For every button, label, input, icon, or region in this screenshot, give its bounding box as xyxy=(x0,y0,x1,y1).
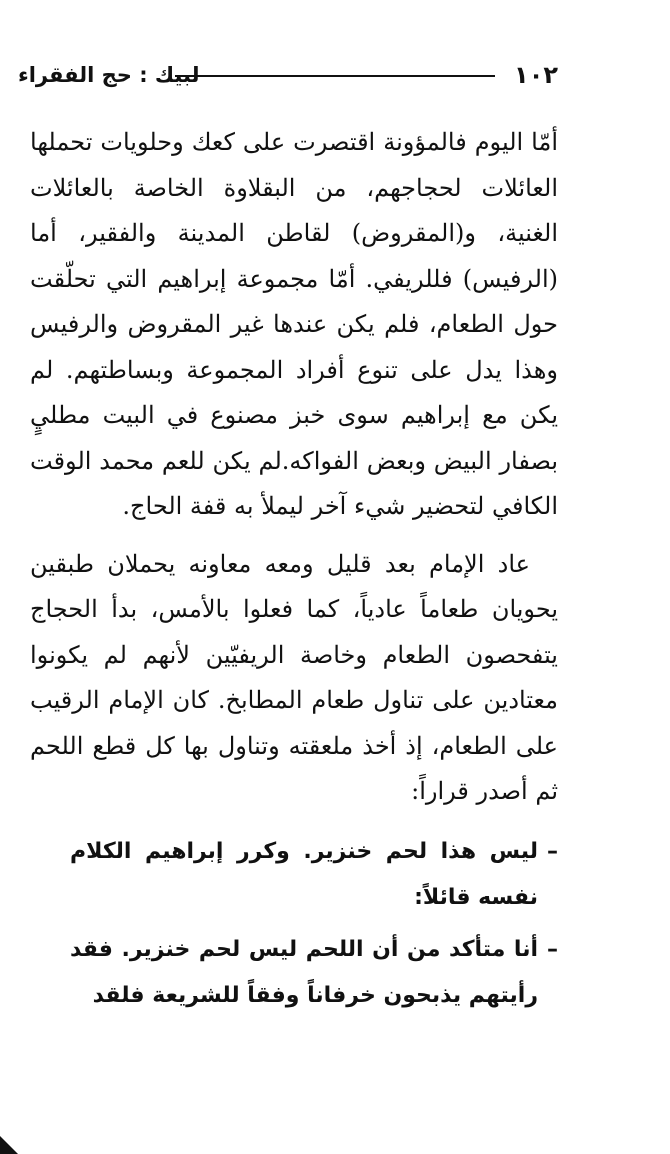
dialogue-dash: – xyxy=(547,838,558,864)
page-number: ١٠٢ xyxy=(514,61,558,89)
dialogue-line xyxy=(70,829,558,921)
dialogue-dash: – xyxy=(547,936,558,962)
dialogue-text: ليس هذا لحم خنزير. وكرر إبراهيم الكلام نفسه قائلاً: xyxy=(70,838,538,910)
dialogue-list xyxy=(30,829,558,1019)
running-title: لبيك : حج الفقراء xyxy=(18,63,200,87)
header-rule xyxy=(175,75,495,77)
paragraph: أمّا اليوم فالمؤونة اقتصرت على كعك وحلويات تحملها العائلات لحجاجهم، من البقلاوة الخاصة بالعائلات الغنية، و(المقروض) لقاطن المدينة والفقير، أما (الرفيس) فللريفي. أمّا مجموعة إبراهيم التي تحلّقت حول الطعام، فلم يكن عندها غير المقروض والرفيس وهذا يدل على تنوع أفراد المجموعة وبساطتهم. لم يكن مع إبراهيم سوى خبز مصنوع في البيت مطليٍ بصفار البيض وبعض الفواكه.لم يكن للعم محمد الوقت الكافي لتحضير شيء آخر ليملأ به قفة الحاج. xyxy=(30,128,558,520)
corner-mark xyxy=(0,1136,18,1154)
dialogue-line xyxy=(70,927,558,1019)
paragraph: عاد الإمام بعد قليل ومعه معاونه يحملان طبقين يحويان طعاماً عادياً، كما فعلوا بالأمس، بدأ الحجاج يتفحصون الطعام وخاصة الريفيّين لأنهم لم يكونوا معتادين على تناول طعام المطابخ. كان الإمام الرقيب على الطعام، إذ أخذ ملعقته وتناول بها كل قطع اللحم ثم أصدر قراراً: xyxy=(30,549,558,805)
page-body xyxy=(30,120,558,1019)
page-header xyxy=(0,60,670,94)
dialogue-text: أنا متأكد من أن اللحم ليس لحم خنزير. فقد رأيتهم يذبحون خرفاناً وفقاً للشريعة فلقد xyxy=(70,936,538,1008)
